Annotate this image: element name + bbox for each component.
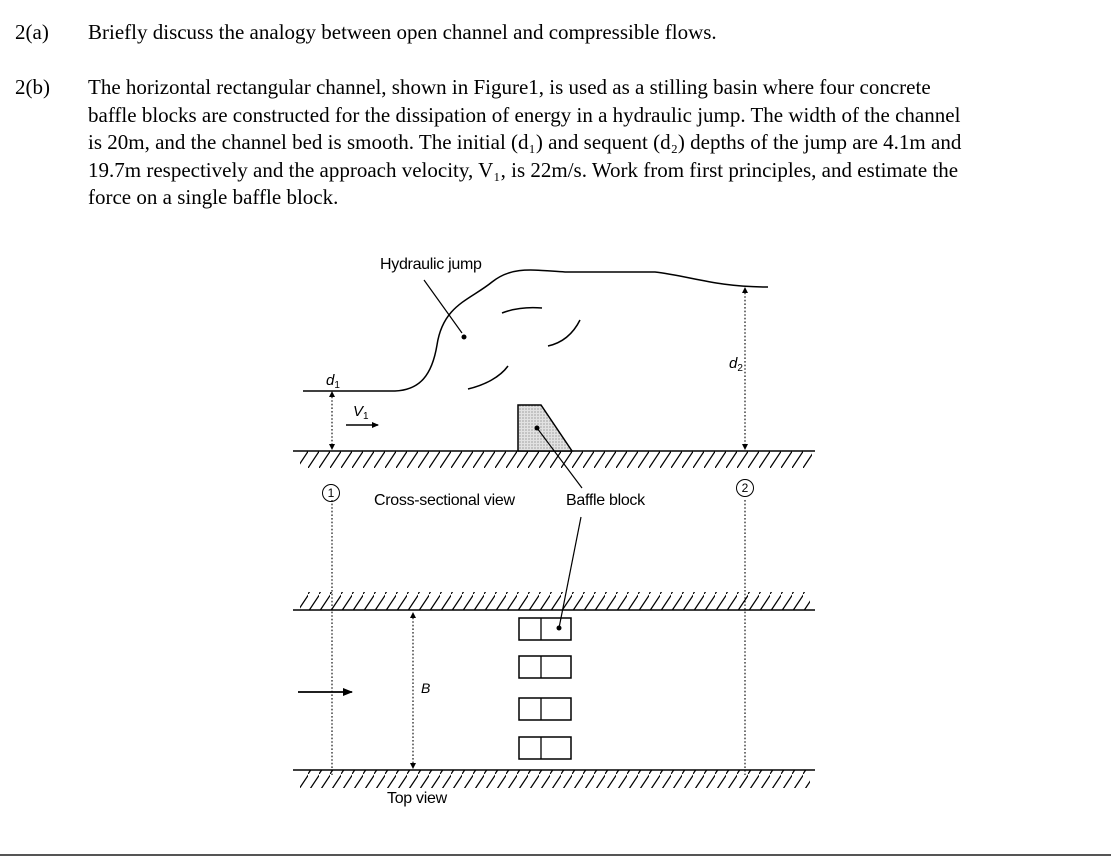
- page-bottom-rule: [0, 854, 1111, 856]
- baffle-block-plan-leader: [559, 517, 581, 628]
- question-number: 2(b): [15, 75, 50, 99]
- baffle-block-plan: [519, 656, 571, 678]
- baffle-block-plan: [519, 618, 571, 640]
- top-view-label: Top view: [387, 790, 447, 807]
- cross-sectional-view: [293, 270, 815, 488]
- b-label: B: [421, 680, 431, 696]
- hydraulic-jump-leader-dot: [462, 335, 467, 340]
- v1-label: [353, 403, 369, 422]
- d2-subscript: 2: [737, 363, 743, 374]
- d1-symbol: d: [326, 372, 335, 389]
- top-wall-hatch: [300, 592, 810, 610]
- section-2-marker: 2: [736, 479, 754, 497]
- water-surface-profile: [303, 270, 768, 391]
- question-number: 2(a): [15, 20, 49, 44]
- v1-subscript: 1: [363, 411, 369, 422]
- d2-label: [729, 355, 743, 374]
- baffle-block-plan-leader-dot: [557, 626, 562, 631]
- baffle-block-section: [518, 405, 572, 451]
- cross-sectional-view-label: Cross-sectional view: [374, 492, 515, 509]
- hydraulic-jump-label: Hydraulic jump: [380, 256, 482, 273]
- section-1-marker: 1: [322, 484, 340, 502]
- baffle-block-label: Baffle block: [566, 492, 645, 509]
- top-view: [293, 517, 815, 788]
- question-text: The horizontal rectangular channel, shown in Figure1, is used as a stilling basin where four concrete baffle blocks are constructed for the dissipation of energy in a hydraulic jump. The width of the channel is 20m, and the channel bed is smooth. The initial (d₁) and sequent (d₂) depths of the jump are 4.1m and 19.7m respectively and the approach velocity, V₁, is 22m/s. Work from first principles, and estimate the force on a single baffle block.: [88, 75, 962, 210]
- baffle-block-plan: [519, 737, 571, 759]
- v1-symbol: V: [353, 403, 364, 420]
- jump-eddy: [548, 320, 580, 346]
- baffle-blocks-plan: [519, 618, 571, 759]
- jump-eddy: [468, 366, 508, 389]
- bottom-wall-hatch: [300, 770, 810, 788]
- question-text: Briefly discuss the analogy between open channel and compressible flows.: [88, 20, 717, 44]
- baffle-block-plan: [519, 698, 571, 720]
- baffle-block-leader-dot: [535, 426, 540, 431]
- d1-subscript: 1: [334, 380, 340, 391]
- d2-symbol: d: [729, 355, 738, 372]
- d1-label: [326, 372, 340, 391]
- jump-eddy: [502, 308, 542, 313]
